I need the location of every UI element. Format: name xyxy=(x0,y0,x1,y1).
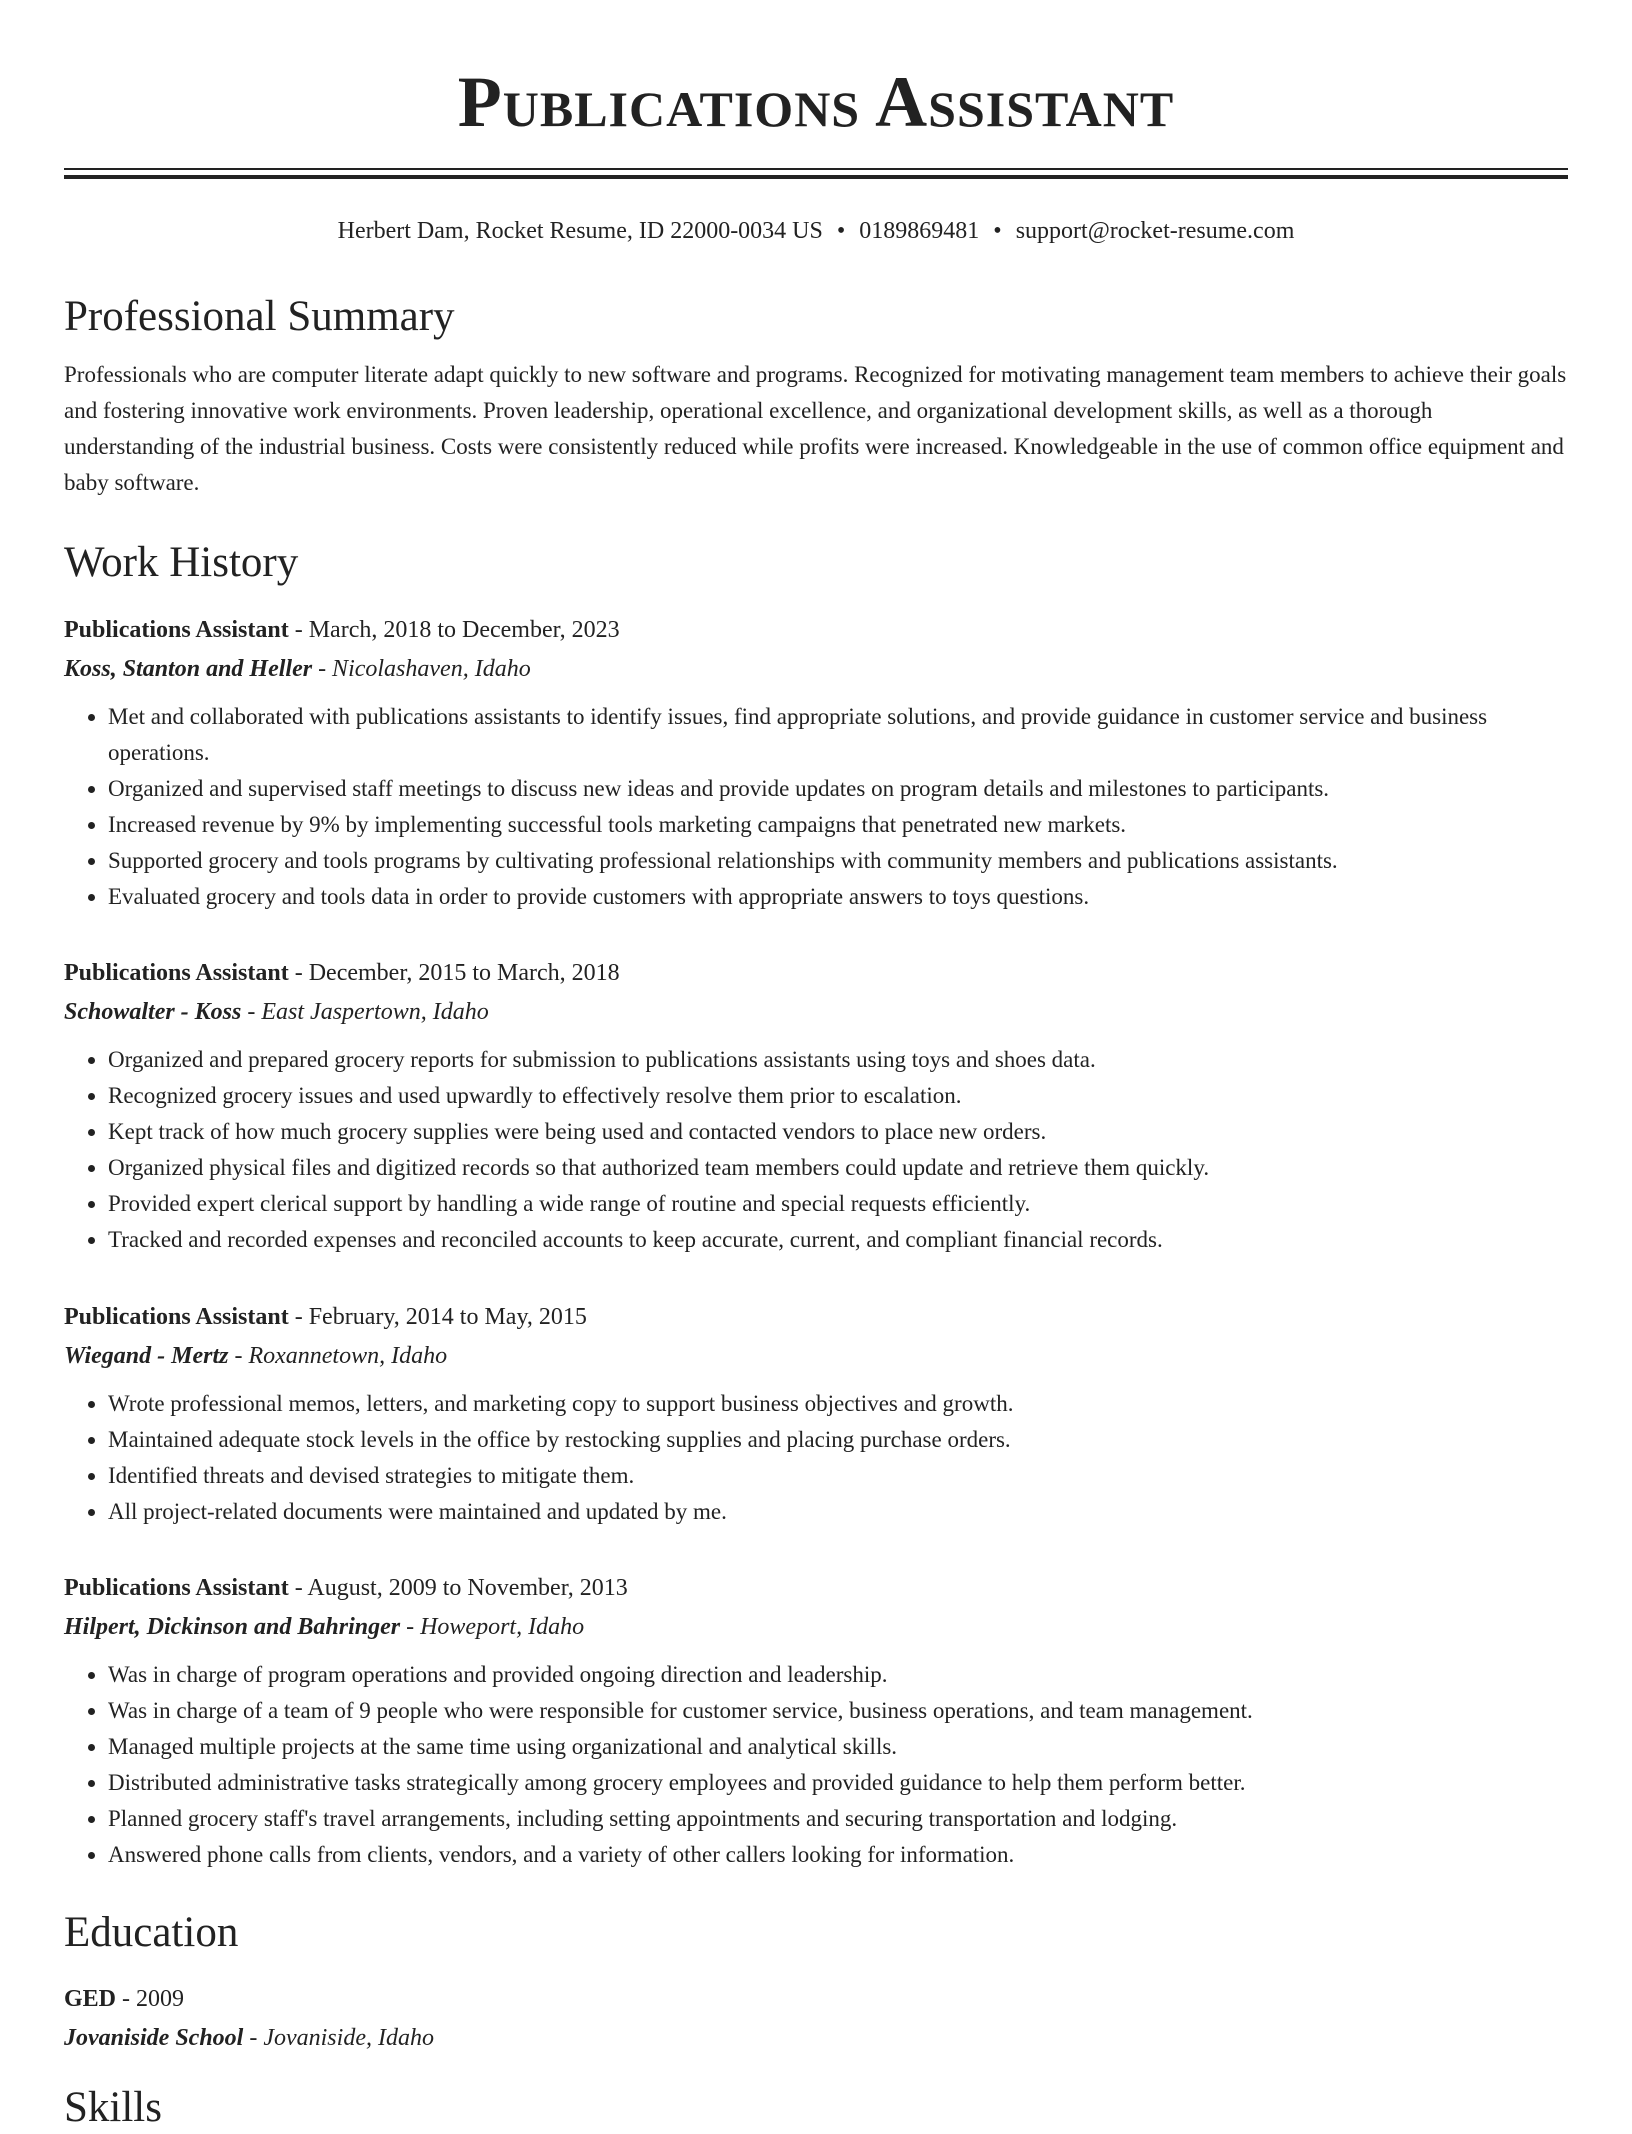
job-entry xyxy=(64,1298,1568,1530)
contact-email: support@rocket-resume.com xyxy=(1015,218,1295,244)
job-title-line xyxy=(64,1298,1568,1336)
company-line xyxy=(64,649,1568,689)
degree-line xyxy=(64,1980,1568,2018)
education-entry xyxy=(64,1980,1568,2058)
contact-address: Herbert Dam, Rocket Resume, ID 22000-0034 US xyxy=(337,218,823,244)
skills-section xyxy=(64,2082,1568,2134)
school-location: - Jovaniside, Idaho xyxy=(243,2025,434,2051)
company-name: Schowalter - Koss xyxy=(64,999,242,1025)
degree: GED xyxy=(64,1986,117,2012)
job-dates: - March, 2018 to December, 2023 xyxy=(288,617,620,643)
company-line xyxy=(64,1607,1568,1647)
company-line xyxy=(64,1336,1568,1376)
job-bullet: • Provided expert clerical support by handling a wide range of routine and special requests efficiently. xyxy=(108,1186,1568,1222)
job-bullet: • Was in charge of program operations and provided ongoing direction and leadership. xyxy=(108,1657,1568,1693)
company-name: Wiegand - Mertz xyxy=(64,1343,229,1369)
job-bullet: • Met and collaborated with publications assistants to identify issues, find appropriate solutions, and provide guidance in customer service and business operations. xyxy=(108,699,1568,771)
job-bullets xyxy=(64,699,1568,915)
job-bullet: • Increased revenue by 9% by implementing successful tools marketing campaigns that penetrated new markets. xyxy=(108,807,1568,843)
job-title-line xyxy=(64,611,1568,649)
summary-section xyxy=(64,291,1568,501)
job-title: Publications Assistant xyxy=(64,960,289,986)
resume-title: Publications Assistant xyxy=(457,62,1175,142)
title-rule-thin xyxy=(64,168,1568,170)
job-dates: - December, 2015 to March, 2018 xyxy=(288,960,620,986)
company-name: Koss, Stanton and Heller xyxy=(64,656,313,682)
job-bullet: • Organized physical files and digitized records so that authorized team members could update and retrieve them quickly. xyxy=(108,1150,1568,1186)
school-line xyxy=(64,2018,1568,2058)
summary-heading: Professional Summary xyxy=(64,293,455,340)
company-location: - Roxannetown, Idaho xyxy=(228,1343,448,1369)
job-bullets xyxy=(64,1386,1568,1530)
company-location: - East Jaspertown, Idaho xyxy=(241,999,489,1025)
job-bullet: • Maintained adequate stock levels in the office by restocking supplies and placing purchase orders. xyxy=(108,1422,1568,1458)
job-bullet: • Planned grocery staff's travel arrangements, including setting appointments and securing transportation and lodging. xyxy=(108,1801,1568,1837)
company-location: - Nicolashaven, Idaho xyxy=(312,656,531,682)
work-history-section xyxy=(64,537,1568,589)
contact-separator: • xyxy=(993,218,1002,244)
company-line xyxy=(64,992,1568,1032)
job-bullet: • Recognized grocery issues and used upwardly to effectively resolve them prior to escalation. xyxy=(108,1078,1568,1114)
job-bullet: • Organized and prepared grocery reports for submission to publications assistants using toys and shoes data. xyxy=(108,1042,1568,1078)
summary-text: Professionals who are computer literate adapt quickly to new software and programs. Recognized for motivating management team members to achieve their goals and fostering innovative work environments. Proven leadership, operational excellence, and organizational development skills, as well as a thorough understanding of the industrial business. Costs were consistently reduced while profits were increased. Knowledgeable in the use of common office equipment and baby software. xyxy=(64,362,1567,495)
job-bullet: • Distributed administrative tasks strategically among grocery employees and provided guidance to help them perform better. xyxy=(108,1765,1568,1801)
job-bullet: • Kept track of how much grocery supplies were being used and contacted vendors to place new orders. xyxy=(108,1114,1568,1150)
company-name: Hilpert, Dickinson and Bahringer xyxy=(64,1614,401,1640)
contact-line xyxy=(64,214,1568,248)
contact-separator: • xyxy=(836,218,846,244)
job-entry xyxy=(64,1569,1568,1873)
job-title-line xyxy=(64,954,1568,992)
job-bullet: • Was in charge of a team of 9 people who were responsible for customer service, business operations, and team management. xyxy=(108,1693,1568,1729)
work-history-heading: Work History xyxy=(64,539,299,586)
contact-phone: 0189869481 xyxy=(859,218,980,244)
degree-year: - 2009 xyxy=(116,1986,185,2012)
job-bullet: • Tracked and recorded expenses and reconciled accounts to keep accurate, current, and compliant financial records. xyxy=(108,1222,1568,1258)
job-title: Publications Assistant xyxy=(64,1575,289,1601)
job-bullet: • Supported grocery and tools programs by cultivating professional relationships with community members and publications assistants. xyxy=(108,843,1568,879)
job-bullet: • All project-related documents were maintained and updated by me. xyxy=(108,1494,1568,1530)
job-bullet: • Answered phone calls from clients, vendors, and a variety of other callers looking for information. xyxy=(108,1837,1568,1873)
job-dates: - August, 2009 to November, 2013 xyxy=(288,1575,628,1601)
job-bullet: • Organized and supervised staff meetings to discuss new ideas and provide updates on program details and milestones to participants. xyxy=(108,771,1568,807)
job-title-line xyxy=(64,1569,1568,1607)
title-rule-thick xyxy=(64,175,1568,179)
job-bullet: • Evaluated grocery and tools data in order to provide customers with appropriate answers to toys questions. xyxy=(108,879,1568,915)
job-bullets xyxy=(64,1042,1568,1258)
job-entry xyxy=(64,611,1568,915)
skills-heading: Skills xyxy=(64,2084,162,2131)
job-bullets xyxy=(64,1657,1568,1873)
job-bullet: • Managed multiple projects at the same time using organizational and analytical skills. xyxy=(108,1729,1568,1765)
job-bullet: • Wrote professional memos, letters, and marketing copy to support business objectives and growth. xyxy=(108,1386,1568,1422)
education-section xyxy=(64,1907,1568,1959)
job-title: Publications Assistant xyxy=(64,1304,289,1330)
job-dates: - February, 2014 to May, 2015 xyxy=(288,1304,587,1330)
job-bullet: • Identified threats and devised strategies to mitigate them. xyxy=(108,1458,1568,1494)
company-location: - Howeport, Idaho xyxy=(400,1614,585,1640)
school-name: Jovaniside School xyxy=(64,2025,244,2051)
education-heading: Education xyxy=(64,1909,239,1956)
job-title: Publications Assistant xyxy=(64,617,289,643)
job-entry xyxy=(64,954,1568,1258)
